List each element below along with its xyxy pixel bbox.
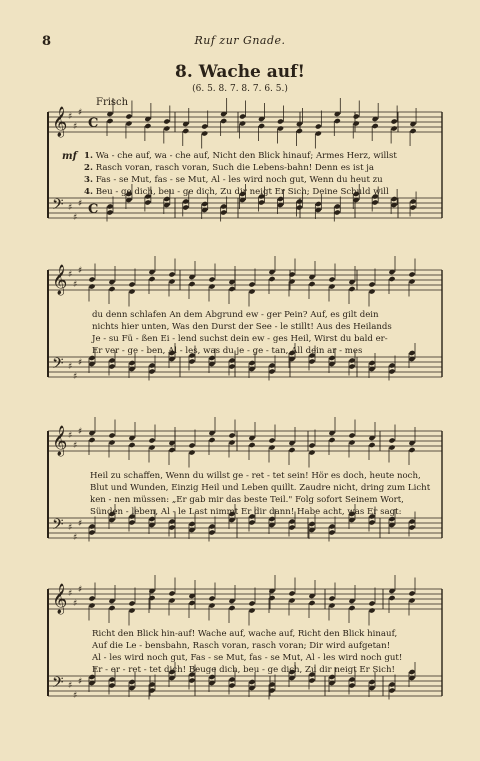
treble-clef: 𝄞 [52,584,68,614]
note-head [128,281,135,287]
note-head [168,518,175,524]
note-head [208,276,215,282]
note-head [296,198,303,204]
note-head [388,444,395,450]
note-head [288,597,295,603]
note-head [408,524,415,530]
note-head [148,368,155,374]
note-head [308,677,315,683]
lyric-verse: 2. Rasch voran, rasch voran, Such die Lebens-bahn! Denn es ist ja [84,163,375,173]
note-head [144,123,151,129]
lyric-verse: Sünden - leben, Al - le Last nimmt Er dir dann! Habe acht, was Er sagt: [90,507,402,517]
note-head [308,442,315,448]
note-head [108,363,115,369]
note-head [348,676,355,682]
note-head [163,118,170,124]
note-head [168,524,175,530]
note-head [328,602,335,608]
sharp-sign: ♯ [73,280,78,290]
treble-clef: 𝄞 [52,426,68,456]
sharp-sign: ♯ [73,599,78,609]
note-head [408,518,415,524]
sharp-sign: ♯ [68,589,73,599]
note-head [88,276,95,282]
note-head [88,529,95,535]
sharp-sign: ♯ [68,681,73,691]
sharp-sign: ♯ [73,691,78,701]
note-head [308,449,315,455]
note-head [368,281,375,287]
note-head [208,595,215,601]
note-head [408,590,415,596]
note-head [315,123,322,129]
note-head [408,271,415,277]
running-title: Ruf zur Gnade. [194,34,286,47]
note-head [388,595,395,601]
note-head [258,123,265,129]
note-head [328,283,335,289]
note-head [239,113,246,119]
note-head [328,529,335,535]
sharp-sign: ♯ [78,519,83,529]
hymn-meter: (6. 5. 8. 7. 8. 7. 6. 5.) [192,84,288,94]
note-head [268,362,275,368]
sharp-sign: ♯ [68,270,73,280]
note-head [368,360,375,366]
sharp-sign: ♯ [68,523,73,533]
note-head [348,439,355,445]
note-head [201,201,208,207]
note-head [228,682,235,688]
note-head [182,198,189,204]
note-head [334,209,341,215]
note-head [188,521,195,527]
lyric-verse: 4. Beu - ge dich, beu - ge dich, Zu dir neigt Er Sich; Deine Schuld will [84,187,389,197]
note-head [328,437,335,443]
sharp-sign: ♯ [73,122,78,132]
note-head [248,360,255,366]
note-head [220,118,227,124]
note-head [188,281,195,287]
note-head [268,444,275,450]
note-head [315,130,322,136]
note-head [409,128,416,134]
note-head [220,203,227,209]
note-head [208,523,215,529]
note-head [388,276,395,282]
note-head [288,447,295,453]
time-signature: C [88,116,99,131]
treble-clef: 𝄞 [52,107,68,137]
lyric-verse: Er ver - ge - ben, Al - les, was du je - ge - tan, All dein ar - mes [92,346,363,356]
note-head [239,120,246,126]
note-head [128,519,135,525]
note-head [388,687,395,693]
note-head [334,118,341,124]
note-head [144,199,151,205]
sharp-sign: ♯ [73,372,78,382]
sharp-sign: ♯ [73,441,78,451]
note-head [408,597,415,603]
note-head [277,125,284,131]
note-head [328,523,335,529]
sharp-sign: ♯ [78,677,83,687]
note-head [372,123,379,129]
note-head [148,687,155,693]
lyric-verse: nichts hier unten, Was den Durst der See - le stillt! Aus des Heilands [92,322,392,332]
note-head [388,368,395,374]
sharp-sign: ♯ [68,112,73,122]
note-head [201,130,208,136]
note-head [148,362,155,368]
note-head [268,687,275,693]
note-head [228,439,235,445]
note-head [188,600,195,606]
note-head [372,199,379,205]
lyric-verse: Auf die Le - bensbahn, Rasch voran, rasch voran; Dir wird aufgetan! [92,641,391,651]
note-head [228,605,235,611]
note-head [108,682,115,688]
note-head [182,128,189,134]
note-head [88,595,95,601]
note-head [348,432,355,438]
note-head [248,679,255,685]
note-head [277,118,284,124]
note-head [88,602,95,608]
sharp-sign: ♯ [73,213,78,223]
note-head [128,288,135,294]
sharp-sign: ♯ [68,203,73,213]
note-head [288,518,295,524]
note-head [108,605,115,611]
note-head [288,271,295,277]
note-head [148,595,155,601]
note-head [108,432,115,438]
sharp-sign: ♯ [78,585,83,595]
note-head [182,204,189,210]
treble-clef: 𝄞 [52,265,68,295]
note-head [408,350,415,356]
note-head [328,595,335,601]
bass-clef: 𝄢 [52,196,64,217]
note-head [408,447,415,453]
bass-clef: 𝄢 [52,355,64,376]
note-head [348,357,355,363]
note-head [368,519,375,525]
note-head [128,679,135,685]
note-head [106,209,113,215]
note-head [128,442,135,448]
note-head [188,358,195,364]
lyric-verse: du denn schlafen An dem Abgrund ew - ger Pein? Auf, es gilt dein [92,310,379,320]
note-head [288,278,295,284]
bass-clef: 𝄢 [52,674,64,695]
note-head [296,204,303,210]
note-head [308,281,315,287]
note-head [408,669,415,675]
note-head [163,125,170,131]
note-head [391,196,398,202]
note-head [148,444,155,450]
note-head [248,600,255,606]
note-head [88,523,95,529]
note-head [148,681,155,687]
lyric-verse: ken - nen müssen: „Er gab mir das beste Teil." Folg sofort Seinem Wort, [90,495,404,505]
note-head [353,120,360,126]
note-head [258,199,265,205]
note-head [288,590,295,596]
note-head [268,368,275,374]
note-head [208,283,215,289]
note-head [108,439,115,445]
dynamic-marking: mf [62,151,77,162]
time-signature: C [88,202,99,217]
note-head [208,529,215,535]
note-head [391,125,398,131]
note-head [248,442,255,448]
note-head [268,681,275,687]
note-head [188,449,195,455]
note-head [148,276,155,282]
note-head [348,363,355,369]
tempo-marking: Frisch [96,97,129,108]
note-head [208,437,215,443]
sharp-sign: ♯ [78,358,83,368]
note-head [168,597,175,603]
note-head [348,682,355,688]
note-head [328,276,335,282]
sharp-sign: ♯ [78,266,83,276]
note-head [408,278,415,284]
note-head [106,203,113,209]
note-head [315,201,322,207]
lyric-verse: Je - su Fü - ßen Ei - lend suchst dein ew - ges Heil, Wirst du bald er- [92,334,388,344]
note-head [228,676,235,682]
note-head [334,203,341,209]
note-head [308,521,315,527]
note-head [409,198,416,204]
note-head [388,437,395,443]
lyric-verse: Blut und Wunden, Einzig Heil und Leben quillt. Zaudre nicht, dring zum Licht [90,483,431,493]
note-head [248,607,255,613]
note-head [188,677,195,683]
note-head [391,118,398,124]
sharp-sign: ♯ [68,362,73,372]
note-head [128,600,135,606]
note-head [368,679,375,685]
lyric-verse: Er - er - ret - tet dich! Beuge dich, beu - ge dich, Zu dir neigt Er Sich! [92,665,395,675]
note-head [268,595,275,601]
note-head [228,363,235,369]
hymn-number: 8. [175,62,193,82]
note-head [108,286,115,292]
hymn-title-text: Wache auf! [198,62,305,82]
lyric-verse: 3. Fas - se Mut, fas - se Mut, Al - les wird noch gut, Wenn du heut zu [84,175,383,185]
sharp-sign: ♯ [78,427,83,437]
note-head [409,204,416,210]
note-head [168,278,175,284]
lyric-verse: Al - les wird noch gut, Fas - se Mut, fas - se Mut, Al - les wird noch gut! [92,653,403,663]
note-head [88,437,95,443]
lyric-verse: 1. Wa - che auf, wa - che auf, Nicht den Blick hinauf; Armes Herz, willst [84,151,397,161]
note-head [348,605,355,611]
note-head [268,437,275,443]
note-head [296,128,303,134]
sharp-sign: ♯ [68,431,73,441]
note-head [388,681,395,687]
note-head [368,288,375,294]
note-head [168,271,175,277]
lyric-verse: Richt den Blick hin-auf! Wache auf, wache auf, Richt den Blick hinauf, [92,629,398,639]
note-head [208,602,215,608]
page-number: 8 [42,34,52,49]
note-head [368,600,375,606]
note-head [125,113,132,119]
note-head [168,447,175,453]
note-head [188,442,195,448]
note-head [108,676,115,682]
note-head [168,590,175,596]
note-head [248,519,255,525]
note-head [88,283,95,289]
note-head [248,281,255,287]
sharp-sign: ♯ [78,108,83,118]
note-head [108,357,115,363]
note-head [388,362,395,368]
note-head [128,607,135,613]
note-head [368,442,375,448]
note-head [248,288,255,294]
sharp-sign: ♯ [73,533,78,543]
note-head [228,432,235,438]
note-head [368,607,375,613]
lyric-verse: Heil zu schaffen, Wenn du willst ge - ret - tet sein! Hör es doch, heute noch, [90,471,421,481]
note-head [228,357,235,363]
note-head [106,118,113,124]
note-head [228,286,235,292]
note-head [308,600,315,606]
bass-clef: 𝄢 [52,516,64,537]
note-head [128,360,135,366]
note-head [353,113,360,119]
note-head [268,276,275,282]
note-head [348,286,355,292]
sharp-sign: ♯ [78,199,83,209]
note-head [308,358,315,364]
note-head [220,209,227,215]
note-head [148,437,155,443]
note-head [201,123,208,129]
note-head [125,120,132,126]
note-head [288,524,295,530]
